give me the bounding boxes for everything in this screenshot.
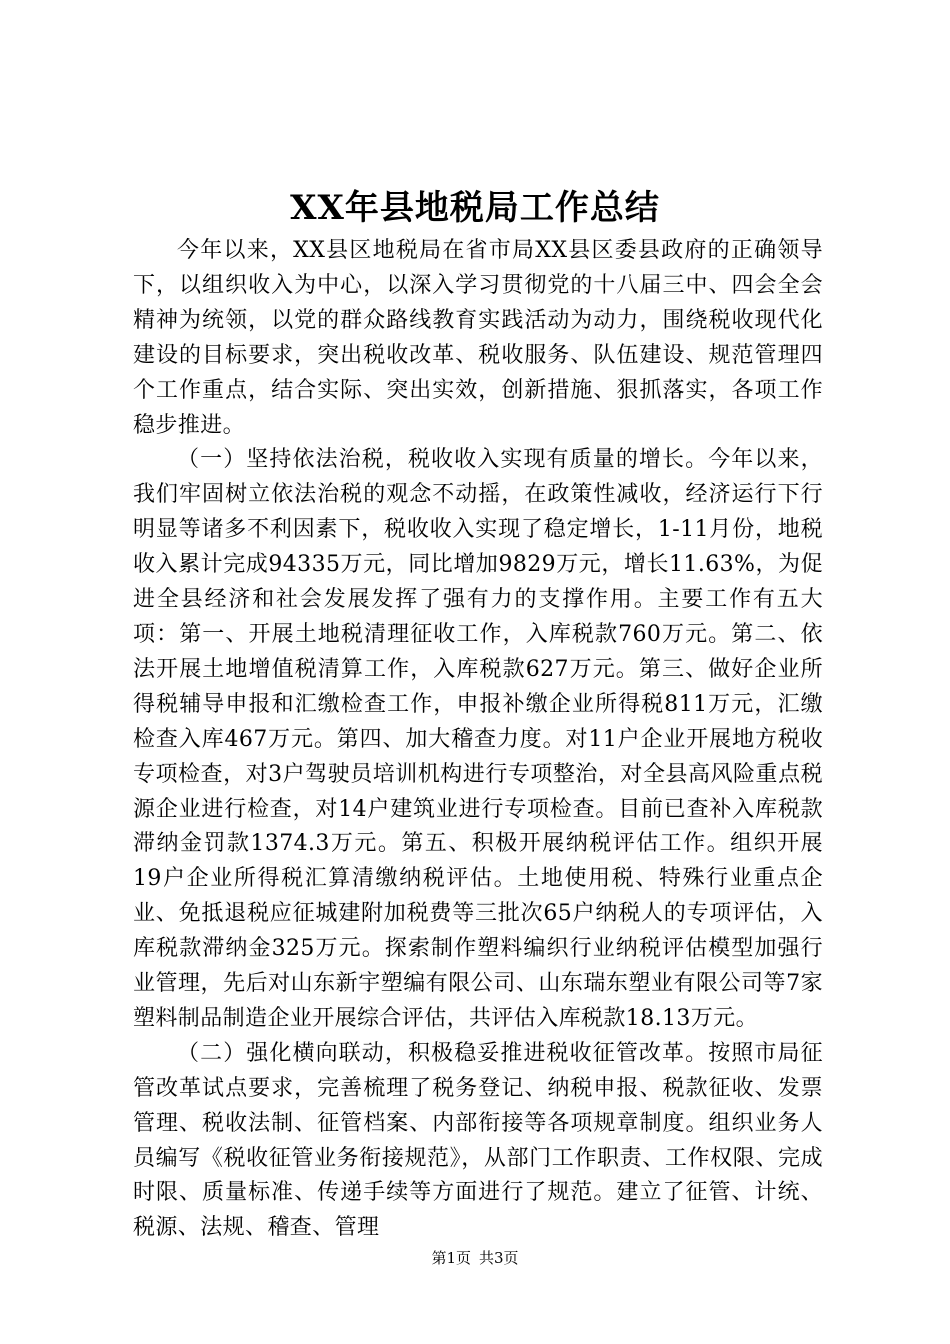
- page-number: 第1页: [431, 1249, 471, 1267]
- document-title: XX年县地税局工作总结: [290, 188, 660, 228]
- paragraph-section-2: （二）强化横向联动，积极稳妥推进税收征管改革。按照市局征管改革试点要求，完善梳理了税务登记、纳税申报、税款征收、发票管理、税收法制、征管档案、内部衔接等各项规章制度。组织业务人员编写《税收征管业务衔接规范》，从部门工作职责、工作权限、完成时限、质量标准、传递手续等方面进行了规范。建立了征管、计统、税源、法规、稽查、管理: [133, 1040, 823, 1241]
- paragraph-section-1: （一）坚持依法治税，税收收入实现有质量的增长。今年以来，我们牢固树立依法治税的观念不动摇，在政策性减收，经济运行下行明显等诸多不利因素下，税收收入实现了稳定增长，1-11月份，地税收入累计完成94335万元，同比增加9829万元，增长11.63%，为促进全县经济和社会发展发挥了强有力的支撑作用。主要工作有五大项：第一、开展土地税清理征收工作，入库税款760万元。第二、依法开展土地增值税清算工作，入库税款627万元。第三、做好企业所得税辅导申报和汇缴检查工作，申报补缴企业所得税811万元，汇缴检查入库467万元。第四、加大稽查力度。对11户企业开展地方税收专项检查，对3户驾驶员培训机构进行专项整治，对全县高风险重点税源企业进行检查，对14户建筑业进行专项检查。目前已查补入库税款滞纳金罚款1374.3万元。第五、积极开展纳税评估工作。组织开展19户企业所得税汇算清缴纳税评估。土地使用税、特殊行业重点企业、免抵退税应征城建附加税费等三批次65户纳税人的专项评估，入库税款滞纳金325万元。探索制作塑料编织行业纳税评估模型加强行业管理，先后对山东新宇塑编有限公司、山东瑞东塑业有限公司等7家塑料制品制造企业开展综合评估，共评估入库税款18.13万元。: [133, 447, 823, 1031]
- page-total: 共3页: [479, 1249, 519, 1267]
- document-body: [133, 234, 823, 1246]
- page-footer: [0, 1248, 950, 1268]
- paragraph-intro: 今年以来，XX县区地税局在省市局XX县区委县政府的正确领导下，以组织收入为中心，以深入学习贯彻党的十八届三中、四会全会精神为统领，以党的群众路线教育实践活动为动力，围绕税收现代化建设的目标要求，突出税收改革、税收服务、队伍建设、规范管理四个工作重点，结合实际、突出实效，创新措施、狠抓落实，各项工作稳步推进。: [133, 238, 823, 438]
